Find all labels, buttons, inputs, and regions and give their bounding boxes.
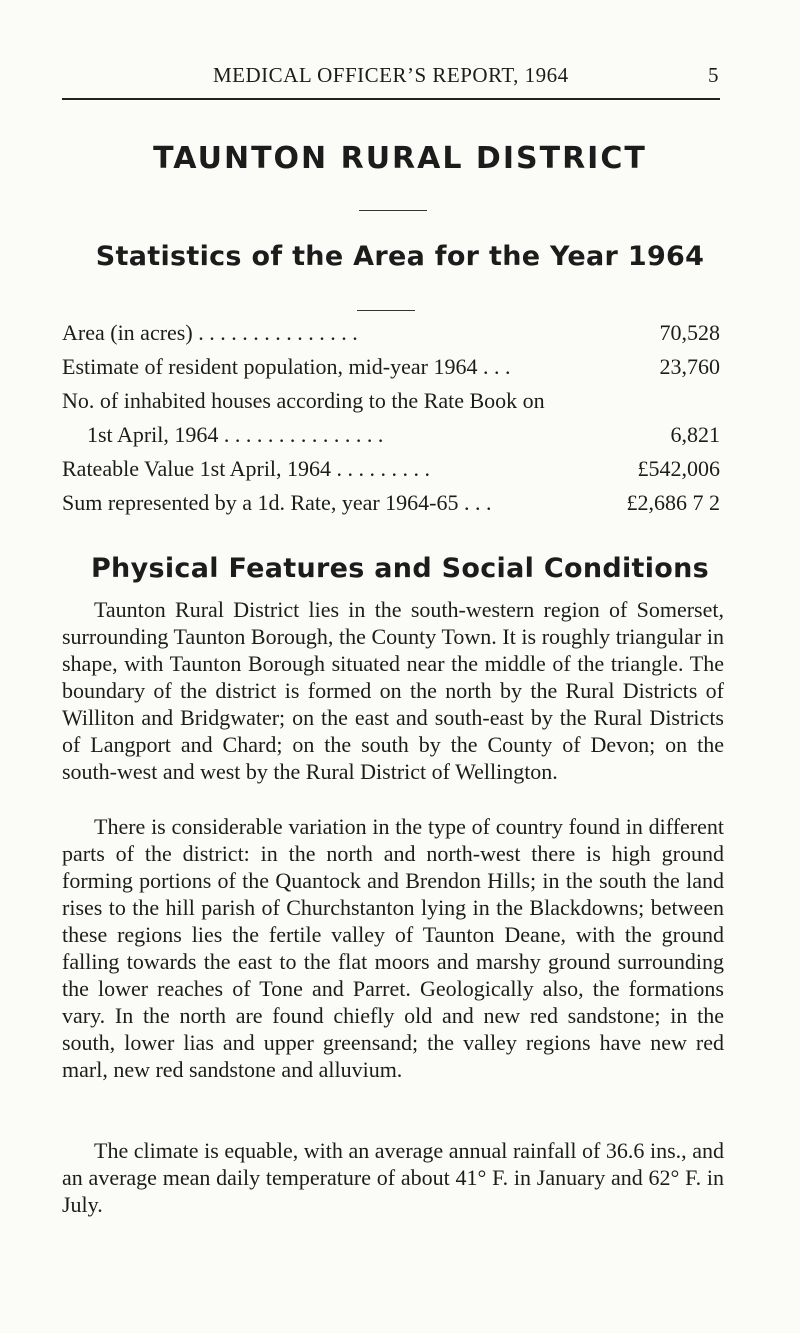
physical-features-title: Physical Features and Social Conditions xyxy=(90,553,710,584)
stat-label xyxy=(62,384,545,452)
stat-label: Rateable Value 1st April, 1964 . . . . . . . . . xyxy=(62,456,431,481)
statistics-table xyxy=(62,316,720,520)
divider-rule xyxy=(359,210,427,211)
stat-label: Area (in acres) . . . . . . . . . . . . . . . xyxy=(62,320,358,345)
stat-label: Estimate of resident population, mid-year 1964 . . . xyxy=(62,354,511,379)
stat-label: Sum represented by a 1d. Rate, year 1964-65 . . . xyxy=(62,490,492,515)
page-number: 5 xyxy=(708,63,719,87)
running-title: MEDICAL OFFICER’S REPORT, 1964 xyxy=(213,63,569,87)
stat-row-area xyxy=(62,316,720,350)
stat-row-houses xyxy=(62,384,720,452)
stat-row-rateable-value xyxy=(62,452,720,486)
paragraph-geography: There is considerable variation in the type of country found in different parts of the district: in the north and north-west there is high ground forming portions of the Quantock and Brendon Hills; in the south the land rises to the hill parish of Churchstanton lying in the Blackdowns; between these regions lies the fertile valley of Taunton Deane, with the ground falling towards the east to the flat moors and marshy ground surrounding the lower reaches of Tone and Parret. Geologically also, the formations vary. In the north are found chiefly old and new red sandstone; in the south, lower lias and upper greensand; the valley regions have new red marl, new red sandstone and alluvium. xyxy=(62,814,724,1082)
stat-value: £2,686 7 2 xyxy=(626,490,720,515)
stat-value: 70,528 xyxy=(659,320,720,345)
stat-row-population xyxy=(62,350,720,384)
header-rule xyxy=(62,98,720,100)
statistics-title: Statistics of the Area for the Year 1964 xyxy=(95,241,705,272)
stat-value: 6,821 xyxy=(670,422,720,447)
paragraph-climate: The climate is equable, with an average annual rainfall of 36.6 ins., and an average mean daily temperature of about 41° F. in January and 62° F. in July. xyxy=(62,1138,724,1217)
stat-label-line1: No. of inhabited houses according to the Rate Book on xyxy=(62,388,545,413)
stat-label-line2: 1st April, 1964 . . . . . . . . . . . . . . . xyxy=(87,422,384,447)
stat-value: 23,760 xyxy=(659,354,720,379)
stat-value: £542,006 xyxy=(637,456,720,481)
stat-row-penny-rate xyxy=(62,486,720,520)
divider-rule xyxy=(357,310,415,311)
district-title: TAUNTON RURAL DISTRICT xyxy=(153,141,647,176)
paragraph-boundaries: Taunton Rural District lies in the south-western region of Somerset, surrounding Taunton Borough, the County Town. It is roughly triangular in shape, with Taunton Borough situated near the middle of the triangle. The boundary of the district is formed on the north by the Rural Districts of Williton and Bridgwater; on the east and south-east by the Rural Districts of Langport and Chard; on the south by the County of Devon; on the south-west and west by the Rural District of Wellington. xyxy=(62,597,724,784)
